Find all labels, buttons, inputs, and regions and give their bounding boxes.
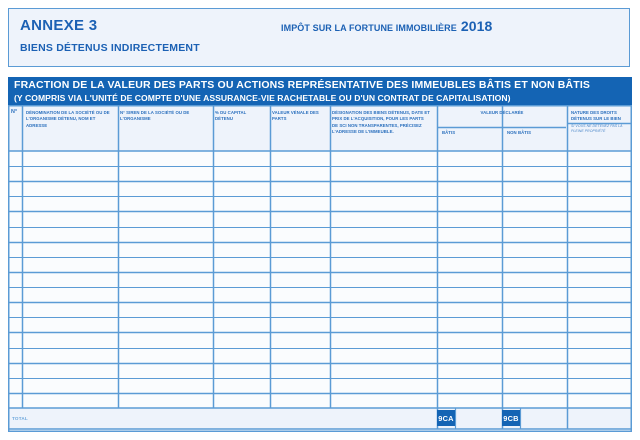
tax-header-label: IMPÔT SUR LA FORTUNE IMMOBILIÈRE (281, 23, 457, 33)
page-title: ANNEXE 3 (20, 17, 98, 34)
section-banner-line1: FRACTION DE LA VALEUR DES PARTS OU ACTIONS REPRÉSENTATIVE DES IMMEUBLES BÂTIS ET NON BÂTIS (14, 79, 591, 91)
col-header-capital: % DU CAPITAL DÉTENU (215, 110, 247, 122)
section-banner (8, 77, 632, 105)
col-header-batis: BÂTIS (442, 130, 456, 135)
tax-year: 2018 (460, 18, 493, 34)
code-box-batis: 9CA (437, 410, 455, 426)
total-row-label: TOTAL (12, 416, 28, 421)
form-header-panel (8, 8, 630, 67)
section-banner-line2: (Y COMPRIS VIA L'UNITÉ DE COMPTE D'UNE ASSURANCE-VIE RACHETABLE OU D'UN CONTRAT DE CAPITALISATION) (14, 93, 511, 103)
code-box-non-batis: 9CB (502, 410, 520, 426)
col-header-denomination: DÉNOMINATION DE LA SOCIÉTÉ OU DE L'ORGANISME DÉTENU, NOM ET ADRESSE (26, 110, 110, 128)
col-header-siren: N° SIREN DE LA SOCIÉTÉ OU DE L'ORGANISME (120, 110, 190, 122)
col-header-valeur-declaree: VALEUR DÉCLARÉE (480, 110, 524, 115)
page-subtitle: BIENS DÉTENUS INDIRECTEMENT (20, 42, 200, 54)
col-header-valeur-venale: VALEUR VÉNALE DES PARTS (272, 110, 319, 122)
col-header-num: N° (11, 109, 18, 115)
declaration-table[interactable] (8, 105, 632, 432)
col-header-designation: DÉSIGNATION DES BIENS DÉTENUS, DATE ET PRIX DE L'ACQUISITION, POUR LES PARTS DE SCI NON TRANSPARENTES, PRÉCISEZ L'ADRESSE DE L'IMMEUBLE. (332, 110, 430, 135)
col-header-nature-droits: NATURE DES DROITS DÉTENUS SUR LE BIEN SI VOUS NE DÉTENEZ PAS LA PLEINE PROPRIÉTÉ (571, 110, 627, 134)
table-grid-lines (8, 105, 632, 432)
col-header-non-batis: NON BÂTIS (507, 130, 532, 135)
col-header-nature-droits-note: SI VOUS NE DÉTENEZ PAS LA PLEINE PROPRIÉTÉ (571, 124, 623, 134)
tax-header (281, 18, 492, 34)
